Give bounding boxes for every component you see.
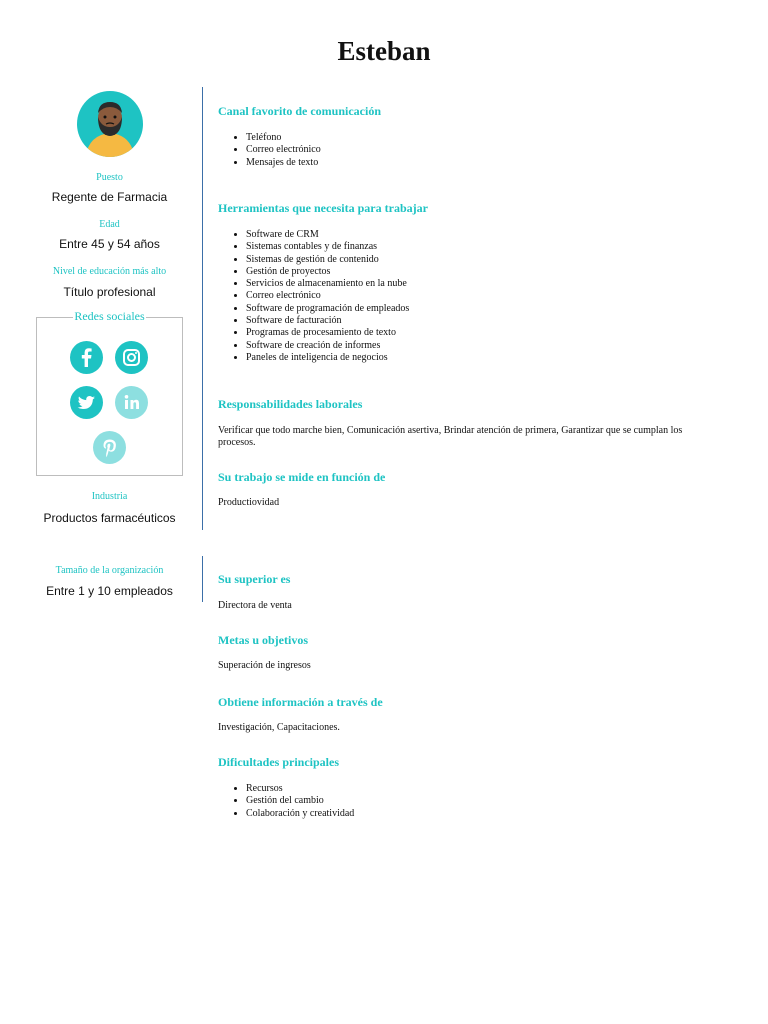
trabajo-title: Su trabajo se mide en función de (218, 470, 386, 484)
persona-name: Esteban (337, 36, 431, 66)
superior-text: Directora de venta (218, 600, 292, 611)
list-item: • Software de CRM (246, 229, 409, 241)
tamano-value: Entre 1 y 10 empleados (46, 584, 173, 598)
list-item: • Colaboración y creatividad (246, 808, 354, 820)
trabajo-text: Productiovidad (218, 497, 280, 508)
social-legend (0, 309, 219, 324)
list-item: • Recursos (246, 783, 354, 795)
facebook-icon[interactable] (70, 341, 103, 374)
dificultades-list (218, 783, 354, 820)
list-item: • Gestión de proyectos (246, 266, 409, 278)
responsabilidades-text: Verificar que todo marche bien, Comunicación asertiva, Brindar atención de primera, Garantizar que se cumplan los procesos. (218, 425, 683, 448)
edad-value: Entre 45 y 54 años (59, 237, 160, 251)
list-item: • Software de creación de informes (246, 340, 409, 352)
twitter-icon[interactable] (70, 386, 103, 419)
pinterest-icon[interactable] (93, 431, 126, 464)
list-item: • Paneles de inteligencia de negocios (246, 352, 409, 364)
superior-title: Su superior es (218, 572, 291, 586)
list-item: • Software de facturación (246, 315, 409, 327)
list-item: • Teléfono (246, 132, 321, 144)
list-item: • Software de programación de empleados (246, 303, 409, 315)
canal-list (218, 132, 321, 169)
puesto-value: Regente de Farmacia (51, 190, 168, 204)
informacion-title: Obtiene información a través de (218, 695, 383, 709)
list-item: • Gestión del cambio (246, 795, 354, 807)
list-item: • Sistemas de gestión de contenido (246, 254, 409, 266)
tamano-label: Tamaño de la organización (55, 565, 164, 576)
canal-title: Canal favorito de comunicación (218, 104, 381, 118)
responsabilidades-title: Responsabilidades laborales (218, 397, 363, 411)
redes-label: Redes sociales (74, 309, 145, 323)
dificultades-title: Dificultades principales (218, 755, 340, 769)
puesto-label: Puesto (96, 172, 123, 183)
edad-label: Edad (99, 219, 120, 230)
industria-label: Industria (91, 491, 128, 502)
avatar (77, 91, 143, 157)
column-divider (202, 87, 203, 530)
herramientas-title: Herramientas que necesita para trabajar (218, 201, 428, 215)
industria-value: Productos farmacéuticos (43, 511, 176, 525)
metas-text: Superación de ingresos (218, 660, 311, 671)
educacion-label: Nivel de educación más alto (52, 266, 167, 277)
list-item: • Servicios de almacenamiento en la nube (246, 278, 409, 290)
column-divider-2 (202, 556, 203, 602)
list-item: • Sistemas contables y de finanzas (246, 241, 409, 253)
metas-title: Metas u objetivos (218, 633, 308, 647)
herramientas-list (218, 229, 409, 364)
list-item: • Programas de procesamiento de texto (246, 327, 409, 339)
list-item: • Correo electrónico (246, 144, 321, 156)
instagram-icon[interactable] (115, 341, 148, 374)
linkedin-icon[interactable] (115, 386, 148, 419)
list-item: • Mensajes de texto (246, 157, 321, 169)
list-item: • Correo electrónico (246, 290, 409, 302)
educacion-value: Título profesional (63, 285, 156, 299)
informacion-text: Investigación, Capacitaciones. (218, 722, 340, 733)
